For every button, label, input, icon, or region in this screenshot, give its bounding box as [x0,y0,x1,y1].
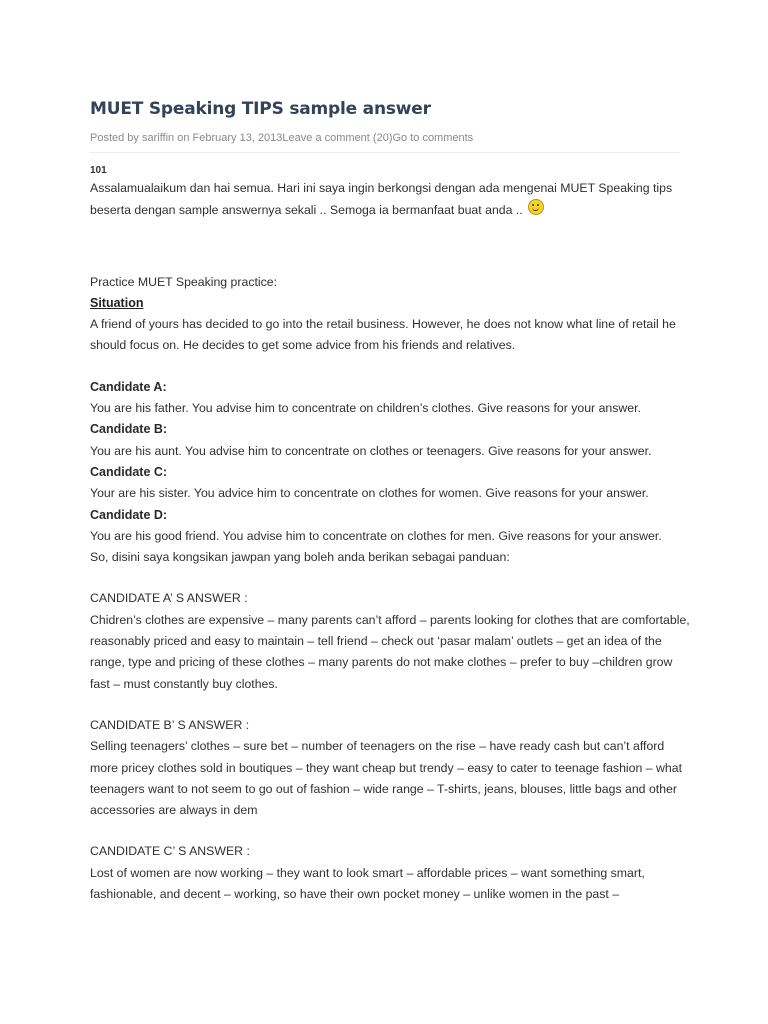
post-title: MUET Speaking TIPS sample answer [90,99,431,119]
answer-c-label: CANDIDATE C’ S ANSWER : [90,844,250,859]
answer-b-text: Selling teenagers’ clothes – sure bet – number of teenagers on the rise – have ready cash but can’t afford more pricey clothes sold in boutiques – they want cheap but trendy – easy to cater to teenage fashion – what teenagers want to not seem to go out of fashion – wide range – T-shirts, jeans, blouses, little bags and other accessories are always in dem [90,739,682,818]
candidate-c-label: Candidate C: [90,464,168,479]
intro-text: Assalamualaikum dan hai semua. Hari ini saya ingin berkongsi dengan ada mengenai MUET Speaking tips beserta dengan sample answernya sekali .. Semoga ia bermanfaat buat anda .. [90,181,673,218]
candidate-a-text: You are his father. You advise him to concentrate on children’s clothes. Give reasons for your answer. [90,401,641,416]
situation-text: A friend of yours has decided to go into the retail business. However, he does not know what line of retail he should focus on. He decides to get some advice from his friends and relatives. [90,317,676,353]
situation-heading: Situation [90,295,144,310]
smiley-icon [528,199,544,215]
intro-paragraph [90,178,690,222]
candidate-b-text: You are his aunt. You advise him to concentrate on clothes or teenagers. Give reasons for your answer. [90,443,652,458]
candidate-d-label: Candidate D: [90,507,168,522]
candidate-d-text: You are his good friend. You advise him to concentrate on clothes for men. Give reasons for your answer. [90,528,662,543]
practice-label: Practice MUET Speaking practice: [90,274,278,289]
answers-intro: So, disini saya kongsikan jawpan yang boleh anda berikan sebagai panduan: [90,550,510,565]
post-meta [90,131,680,153]
answer-c-text: Lost of women are now working – they want to look smart – affordable prices – want something smart, fashionable, and decent – working, so have their own pocket money – unlike women in the past – [90,865,645,902]
posted-by: Posted by sariffin on February 13, 2013 [90,132,283,144]
article [90,90,690,905]
answer-a-label: CANDIDATE A’ S ANSWER : [90,591,248,606]
view-count: 101 [90,165,107,176]
candidate-c-text: Your are his sister. You advice him to concentrate on clothes for women. Give reasons for your answer. [90,486,649,501]
answer-a-text: Chidren’s clothes are expensive – many parents can’t afford – parents looking for clothes that are comfortable, reasonably priced and easy to maintain – tell friend – check out ‘pasar malam’ outlets – get an idea of the range, type and pricing of these clothes – many parents do not make clothes – prefer to buy –children grow fast – must constantly buy clothes. [90,612,690,691]
candidate-a-label: Candidate A: [90,379,167,394]
answer-b-label: CANDIDATE B’ S ANSWER : [90,717,250,732]
leave-comment-link[interactable]: Leave a comment (20) [282,132,393,144]
go-to-comments-link[interactable]: Go to comments [392,132,474,144]
candidate-b-label: Candidate B: [90,422,168,437]
